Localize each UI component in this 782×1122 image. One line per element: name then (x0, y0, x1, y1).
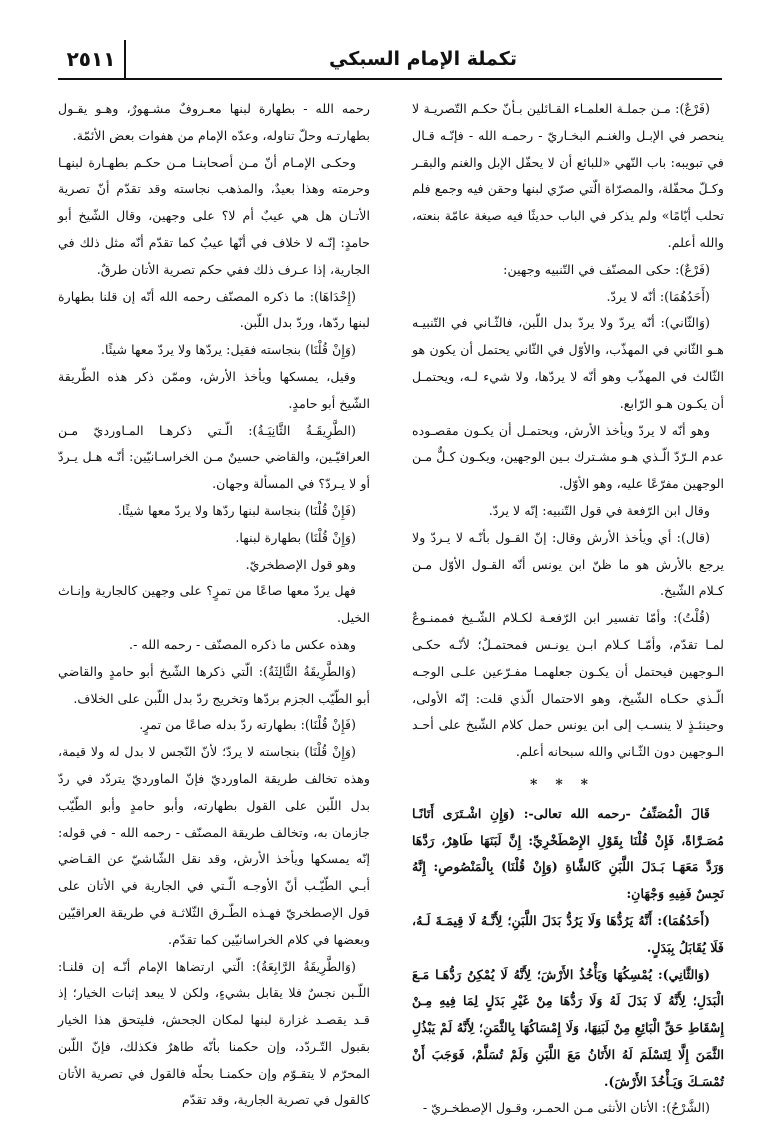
page-header (58, 38, 722, 82)
paragraph: فهل يردّ معها صاعًا من تمرٍ؟ على وجهين كالجارية وإنـاث الخيل. (58, 583, 370, 626)
paragraph: وقال ابن الرّفعة في قول التّنبيه: إنّه لا يردّ. (488, 502, 710, 518)
paragraph: (وَإِنْ قُلْنَا) بنجاسته فقيل: يردّها ولا يردّ معها شيئًا. (100, 342, 356, 358)
paragraph: (قُلْتُ): وأمّا تفسير ابن الرّفعـة لكـلام الشّـيخ فممنـوعٌ لمـا تقدّم، وأمّـا كـلام ابـن يونـس فمحتمـلٌ؛ لأنّـه حكـى الـوجهين فيحتمل أن يكـون جعلهمـا مفـرّعين علـى الوجـه الّـذي حكـاه الشّيخ، وهو الاحتمال الّذي قلت: إنّه الأولى، وحينئـذٍ لا ينسـب إلى ابن يونس حمل كلام الشّيخ على أحـد الـوجهين دون الثّـاني والله سبحانه أعلم. (412, 610, 724, 760)
paragraph: (وَالثّاني): أنّه يردّ ولا يردّ بدل اللّبن، فالثّـاني في التّنبيـه هـو الثّاني في المهذّب، والأوّل في الثّاني يحتمل أن يكون هو الثّالث في المهذّب وهو أنّه لا يردّها، ولا شيء لـه، ويحتمـل أن يكـون هـو الرّابع. (412, 315, 724, 411)
right-column (412, 96, 724, 1122)
left-column (58, 96, 370, 1114)
paragraph: وهو أنّه لا يردّ ويأخذ الأرش، ويحتمـل أن يكـون مقصـوده عدم الـرّدّ الّـذي هـو مشـترك بـين الوجهين، ويكـون كـلٌّ مـن الوجهين مفرّعًا عليه، وهو الأوّل. (412, 422, 724, 492)
paragraph: وهو قول الإصطخريّ. (245, 556, 356, 572)
page-number: ٢٥١١ (58, 40, 126, 78)
paragraph: وقيل، يمسكها ويأخذ الأرش، وممّن ذكر هذه الطّريقة الشّيخ أبو حامدٍ. (58, 368, 370, 411)
paragraph: (وَإِنْ قُلْنَا) بطهارة لبنها. (235, 529, 356, 545)
paragraph: (وَإِنْ قُلْنَا) بنجاسته لا يردّ؛ لأنّ النّجس لا بدل له ولا قيمة، وهذه تخالف طريقة الماورديّ فإنّ الماورديّ يتردّد في ردّ بدل اللّبن على القول بطهارته، وأبو حامدٍ وأبو الطّيّب جازمان به، وتخالف طريقة المصنّف - رحمه الله - في قوله: إنّه يمسكها ويأخذ الأرش، وقد نقل الشّاشيّ عن القـاضي أبـي الطّيّـب أنّ الأوجـه الّـتي في الجارية في الأتان على قول الإصطخريّ فهـذه الطّـرق الثّلاثـة في طريقة العراقيّين وبعضها في كلام الخراسانيّين كما تقدّم. (58, 744, 370, 947)
paragraph: (الشَّرْحُ): الأتان الأنثى مـن الحمـر، وقـول الإصطخـريّ - (422, 1100, 710, 1116)
section-divider-stars: *** (530, 776, 606, 793)
paragraph: (وَالطَّرِيقَةُ الرَّابِعَةُ): الّتي ارتضاها الإمام أنّـه إن قلنـا: اللّـبن نجسٌ فلا يقابل بشيءٍ، ولكن لا يبعد إثبات الخيار؛ إذ قـد يقصـد غزارة لبنها لمكان الجحش، فليتحق هذا الخيار بقبول التّـردّد، وإن حكمنا بأنّه طاهرٌ فكذلك، فإنّ اللّبن المحرّم لا يتقـوّم وإن حكمنـا بحلّه فالقول في تصرية الأتان كالقول في تصرية الجارية، وقد تقدّم (58, 958, 370, 1108)
paragraph: (إِحْدَاهَا): ما ذكره المصنّف رحمه الله أنّه إن قلنا بطهارة لبنها ردّها، وردّ بدل اللّبن. (58, 288, 370, 331)
paragraph: (فَإِنْ قُلْنَا) بنجاسة لبنها ردّها ولا يردّ معها شيئًا. (117, 502, 356, 518)
paragraph: (أَحَدُهُمَا): أنّه لا يردّ. (606, 288, 710, 304)
quoted-text-paragraph: (أَحَدُهُمَا): أَنَّهُ يَرُدُّهَا وَلَا يَرُدُّ بَدَلَ اللَّبَنِ؛ لِأَنَّـهُ لَا قِيمَـةَ لَـهُ، فَلَا يُقَابَلُ بِبَدَلٍ. (412, 912, 724, 955)
paragraph: رحمه الله - بطهارة لبنها معـروفٌ مشـهورٌ، وهـو يقـول بطهارتـه وحلّ تناوله، وعدّه الإمام من هفوات بعض الأئمّة. (58, 101, 370, 143)
paragraph: (فَإِنْ قُلْنَا): بطهارته ردّ بدله صاعًا من تمرٍ. (139, 717, 356, 733)
paragraph: (وَالطَّرِيقَةُ الثَّالِثَةُ): الّتي ذكرها الشّيخ أبو حامدٍ والقاضي أبو الطّيّب الجزم بردّها وتخريج ردّ بدل اللّبن على الخلاف. (58, 663, 370, 706)
paragraph: وحكـى الإمـام أنّ مـن أصحابنـا مـن حكـم بطهـارة لبنهـا وحرمته وهذا بعيدٌ، والمذهب نجاسته وقد تقدّم أنّ تصرية الأتـان هل هي عيبٌ أم لا؟ على وجهين، وقال الشّيخ أبو حامدٍ: إنّـه لا خلاف في أنّها عيبٌ كما تقدّم أنّه مثل ذلك في الجارية، إذا عـرف ذلك ففي حكم تصرية الأتان طرقٌ. (58, 154, 370, 277)
quoted-text-paragraph: قَالَ الْمُصَنِّفُ -رحمه الله تعالى-: (وَإِنِ اشْـتَرَى أَتَانًـا مُصَـرَّاةً، فَإِنْ قُلْنَا بِقَوْلِ الإِصْطَخْرِيِّ: إِنَّ لَبَنَهَا طَاهِرٌ، رَدَّهَا وَرَدَّ مَعَهَـا بَـدَلَ اللَّبَنِ كَالشَّاةِ (وَإِنْ قُلْنَا) بِالْمَنْصُوصِ: إِنَّهُ نَجِسٌ فَفِيهِ وَجْهَانِ: (412, 805, 724, 902)
running-title: تكملة الإمام السبكي (329, 48, 517, 70)
quoted-text-paragraph: (وَالثَّانِي): يُمْسِكُهَا وَيَأْخُذُ الأَرْشَ؛ لِأَنَّهُ لَا يُمْكِنُ رَدُّهَـا مَـعَ الْبَدَلِ؛ لِأَنَّهُ لَا بَدَلَ لَهُ وَلَا رَدُّهَا مِنْ غَيْرِ بَدَلٍ لِمَا فِيهِ مِـنْ إِسْقَاطِ حَقِّ الْبَائِعِ مِنْ لَبَنِهَا، وَلَا إِمْسَاكُهَا بِالثَّمَنِ؛ لِأَنَّهُ لَمْ يَبْذُلِ الثَّمَنَ إِلَّا لِتَسْلَمَ لَهُ الأَتَانُ مَعَ اللَّبَنِ وَلَمْ تُسَلَّمْ، فَوَجَبَ أَنْ تُمْسَـكَ وَيَـأْخُذَ الأَرْشَ). (412, 966, 724, 1089)
paragraph: (الطَّرِيقَـةُ الثَّانِيَـةُ): الّـتي ذكرهـا المـاورديّ مـن العراقيّـين، والقاضي حسينٌ مـن الخراسـانيّين: أنّـه هـل يـردّ أو لا يـردّ؟ في المسألة وجهان. (58, 422, 370, 492)
paragraph: وهذه عكس ما ذكره المصنّف - رحمه الله -. (129, 636, 356, 652)
header-rule (58, 78, 722, 80)
paragraph: (فَرْعٌ): حكى المصنّف في التّنبيه وجهين: (503, 261, 710, 277)
paragraph: (قال): أي ويأخذ الأرش وقال: إنّ القـول بأنّـه لا يـردّ ولا يرجع بالأرش هو ما ظنّ ابن يونس أنّه القـول الأوّل مـن كـلام الشّيخ. (412, 529, 724, 599)
paragraph: (فَرْعٌ): مـن جملـة العلمـاء القـائلين بـأنّ حكـم التّصريـة لا ينحصر في الإبـل والغنـم البخـاريّ - رحمـه الله - فإنّـه قـال في تبويبه: باب النّهي «للبائع أن لا يحفّل الإبل والغنم والبقـر وكـلّ محفّلة، والمصرّاة الّتي صرّي لبنها وحقن فيه وجمع فلم تحلب أيّامًا» ولم يذكر في الباب حديثًا فيه صيغة عامّة بنعته، والله أعلم. (412, 101, 724, 250)
